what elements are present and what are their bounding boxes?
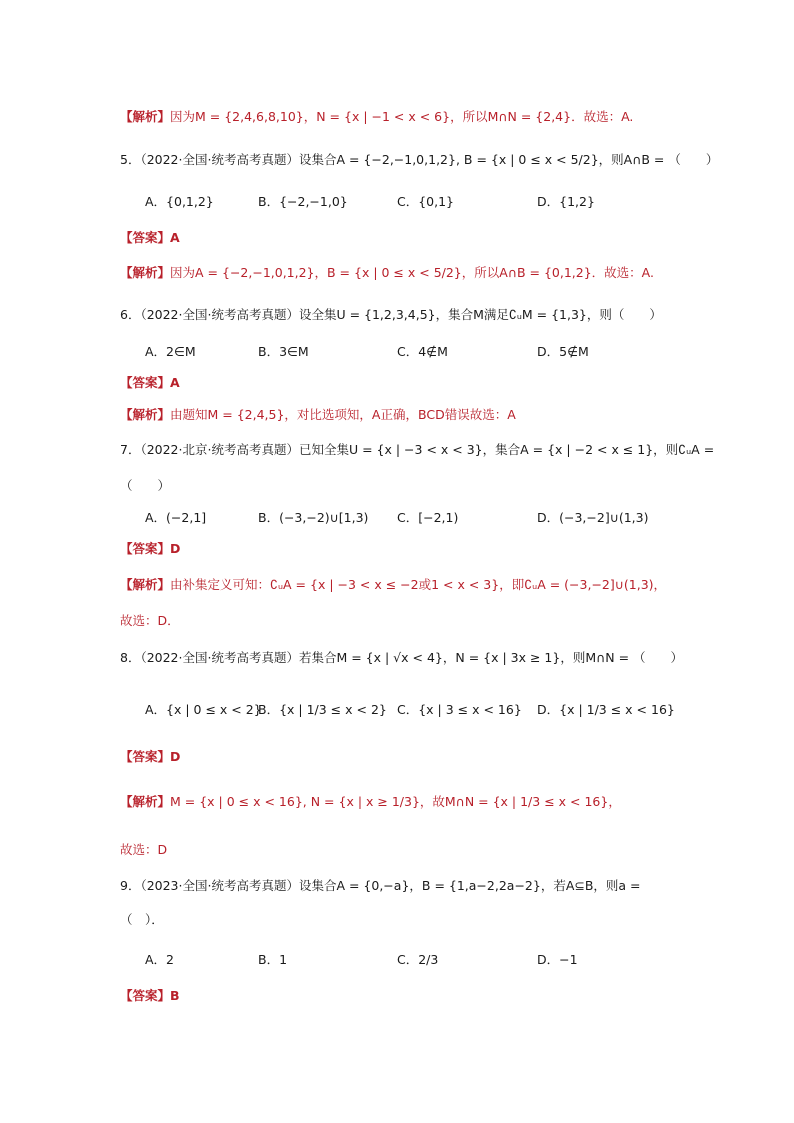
analysis-line	[120, 107, 633, 127]
answer-line	[120, 747, 180, 767]
option-c: C．{x | 3 ≤ x < 16}	[397, 702, 522, 717]
question-stem-cont	[120, 910, 164, 930]
question-stem	[120, 876, 641, 896]
option-a: A．(−2,1]	[145, 510, 207, 525]
analysis-line	[120, 405, 516, 425]
answer-line	[120, 539, 180, 559]
analysis-text-2: 故选：D	[120, 842, 168, 857]
option-c: C．2/3	[397, 952, 439, 967]
option-a: A．2∈M	[145, 344, 196, 359]
option-a: A．{0,1,2}	[145, 194, 214, 209]
option-c: C．[−2,1)	[397, 510, 459, 525]
option-b: B．3∈M	[258, 344, 309, 359]
answer-tag: 【答案】	[120, 749, 171, 764]
question-9-stem-2: （ ）．	[120, 912, 164, 927]
analysis-line-cont	[120, 611, 180, 631]
option-c: C．4∉M	[397, 344, 448, 359]
analysis-tag: 【解析】	[120, 265, 171, 280]
answer-line	[120, 373, 180, 393]
question-stem-cont	[120, 476, 170, 496]
analysis-tag: 【解析】	[120, 407, 171, 422]
option-d: D．{x | 1/3 ≤ x < 16}	[537, 702, 675, 717]
option-b: B．1	[258, 952, 288, 967]
answer-tag: 【答案】	[120, 988, 171, 1003]
question-stem	[120, 440, 714, 460]
option-b: B．{−2,−1,0}	[258, 194, 348, 209]
analysis-text-2: 故选：D．	[120, 613, 180, 628]
question-stem	[120, 648, 683, 668]
question-7-stem: 7．（2022·北京·统考高考真题）已知全集U = {x | −3 < x < 3}，集合A = {x | −2 < x ≤ 1}，则∁ᵤA =	[120, 442, 715, 457]
answer-value: D	[170, 541, 181, 556]
answer-tag: 【答案】	[120, 375, 171, 390]
option-d: D．−1	[537, 952, 578, 967]
option-c: C．{0,1}	[397, 194, 455, 209]
option-a: A．{x | 0 ≤ x < 2}	[145, 702, 262, 717]
question-5-stem: 5．（2022·全国·统考高考真题）设集合A = {−2,−1,0,1,2}, B = {x | 0 ≤ x < 5/2}，则A∩B = （ ）	[120, 152, 719, 167]
analysis-text: M = {x | 0 ≤ x < 16}, N = {x | x ≥ 1/3}，故M∩N = {x | 1/3 ≤ x < 16}，	[170, 794, 621, 809]
analysis-text: 由题知M = {2,4,5}，对比选项知，A正确，BCD错误故选：A	[170, 407, 516, 422]
analysis-line-cont	[120, 840, 167, 860]
analysis-text: 因为M = {2,4,6,8,10}，N = {x | −1 < x < 6}，所以M∩N = {2,4}．故选：A.	[170, 109, 634, 124]
answer-line	[120, 228, 180, 248]
answer-value: A	[170, 230, 180, 245]
answer-value: A	[170, 375, 180, 390]
analysis-tag: 【解析】	[120, 109, 171, 124]
answer-value: B	[170, 988, 180, 1003]
answer-line	[120, 986, 180, 1006]
analysis-tag: 【解析】	[120, 794, 171, 809]
option-b: B．(−3,−2)∪[1,3)	[258, 510, 369, 525]
option-d: D．{1,2}	[537, 194, 595, 209]
question-7-stem-2: （ ）	[120, 478, 171, 493]
analysis-line	[120, 575, 666, 595]
question-9-stem: 9．（2023·全国·统考高考真题）设集合A = {0,−a}，B = {1,a−2,2a−2}，若A⊆B，则a =	[120, 878, 641, 893]
question-stem	[120, 305, 662, 325]
option-a: A．2	[145, 952, 175, 967]
answer-tag: 【答案】	[120, 230, 171, 245]
question-8-stem: 8．（2022·全国·统考高考真题）若集合M = {x | √x < 4}，N = {x | 3x ≥ 1}，则M∩N = （ ）	[120, 650, 684, 665]
option-d: D．(−3,−2]∪(1,3)	[537, 510, 649, 525]
answer-value: D	[170, 749, 181, 764]
analysis-tag: 【解析】	[120, 577, 171, 592]
analysis-text: 由补集定义可知：∁ᵤA = {x | −3 < x ≤ −2或1 < x < 3}，即∁ᵤA = (−3,−2]∪(1,3)，	[170, 577, 667, 592]
analysis-text: 因为A = {−2,−1,0,1,2}，B = {x | 0 ≤ x < 5/2}，所以A∩B = {0,1,2}．故选：A.	[170, 265, 654, 280]
analysis-line	[120, 792, 621, 812]
question-stem	[120, 150, 718, 170]
option-d: D．5∉M	[537, 344, 589, 359]
question-6-stem: 6．（2022·全国·统考高考真题）设全集U = {1,2,3,4,5}，集合M满足∁ᵤM = {1,3}，则（ ）	[120, 307, 662, 322]
answer-tag: 【答案】	[120, 541, 171, 556]
option-b: B．{x | 1/3 ≤ x < 2}	[258, 702, 387, 717]
analysis-line	[120, 263, 654, 283]
